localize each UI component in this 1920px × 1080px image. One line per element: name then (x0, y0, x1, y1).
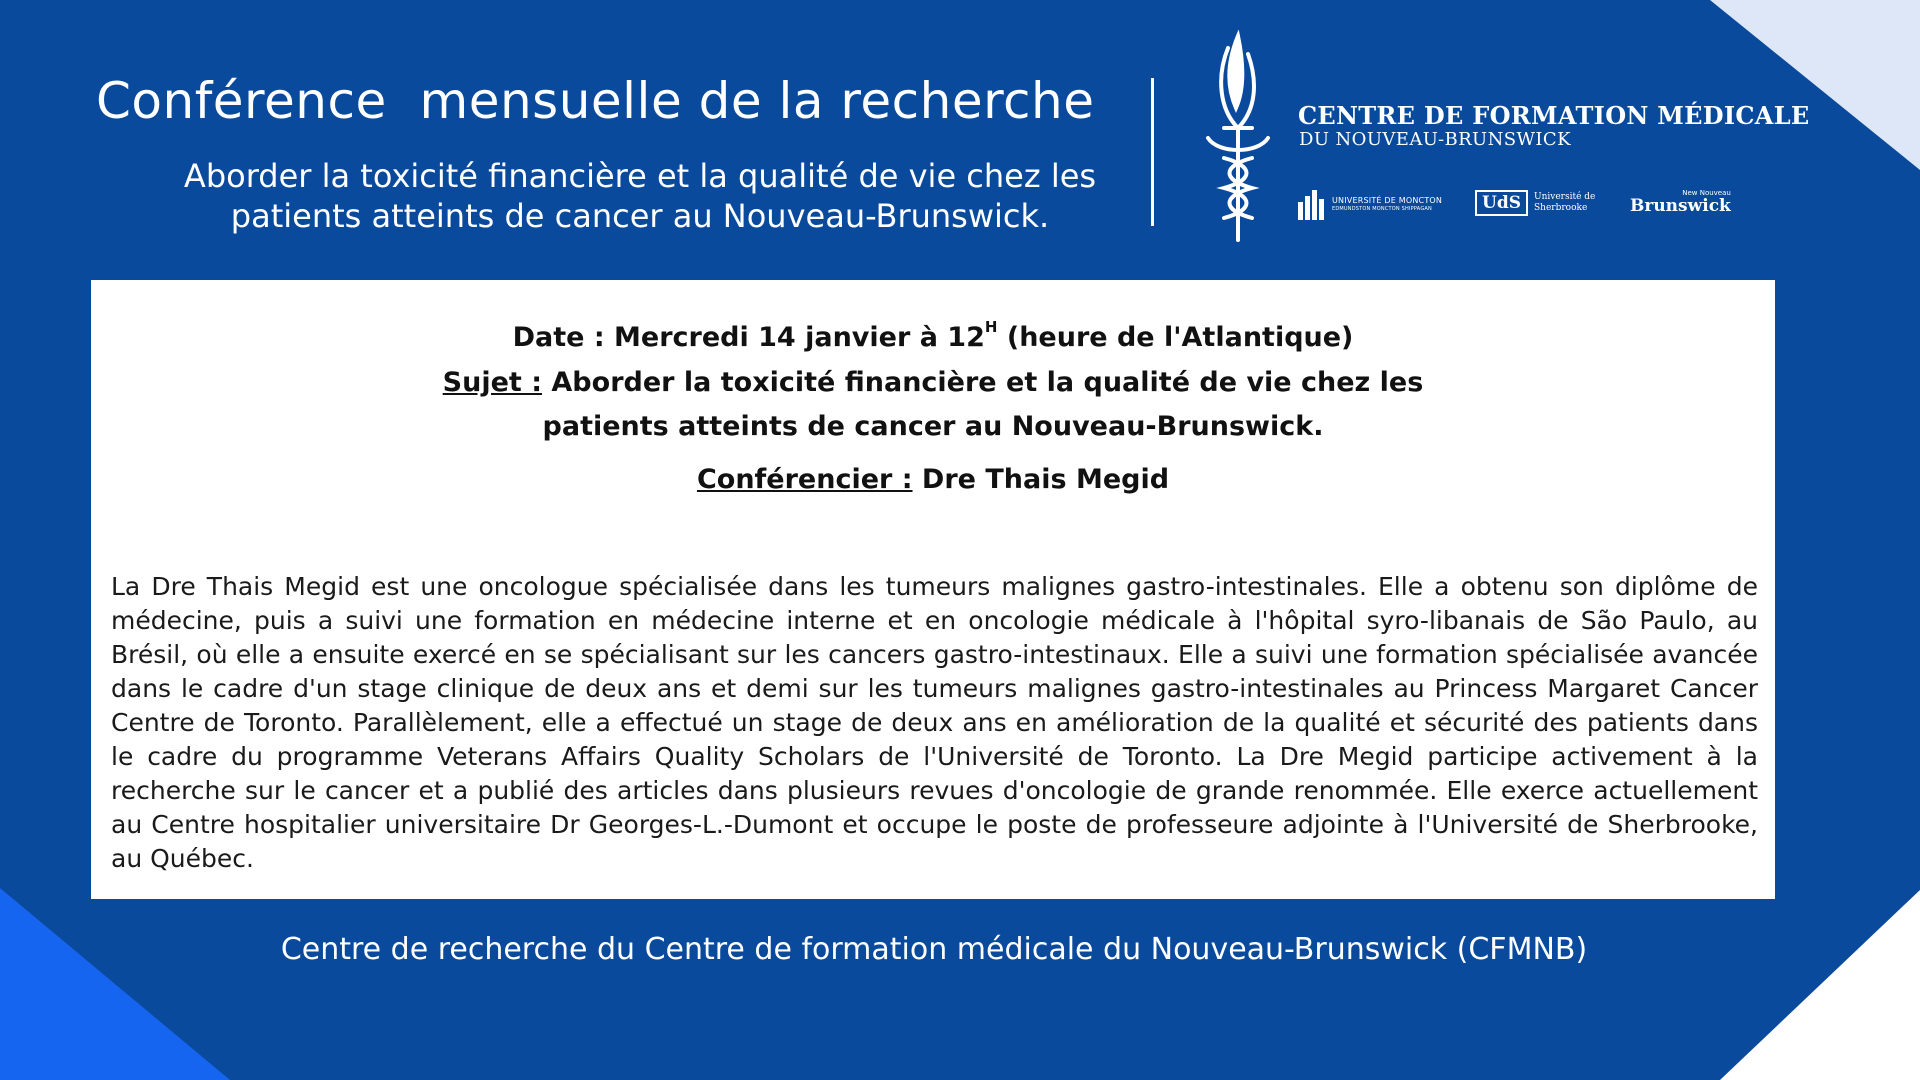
moncton-logo (1298, 190, 1442, 220)
caduceus-icon (1198, 30, 1278, 248)
event-speaker (91, 458, 1775, 502)
uds-line2: Sherbrooke (1534, 203, 1588, 213)
page-title: Conférence mensuelle de la recherche (96, 72, 1095, 130)
nb-logo (1630, 190, 1731, 216)
header-divider (1151, 78, 1154, 226)
footer-text: Centre de recherche du Centre de formation médicale du Nouveau-Brunswick (CFMNB) (280, 932, 1588, 967)
moncton-mark-icon (1298, 190, 1326, 220)
subject-text: Aborder la toxicité financière et la qualité de vie chez les patients atteints de cancer au Nouveau-Brunswick. (542, 367, 1424, 442)
subject-label: Sujet : (442, 367, 543, 398)
page-subtitle: Aborder la toxicité financière et la qualité de vie chez les patients atteints de cancer au Nouveau-Brunswick. (183, 157, 1097, 235)
org-name: CENTRE DE FORMATION MÉDICALE (1298, 101, 1810, 130)
decorative-corner-top-right (1710, 0, 1920, 170)
moncton-name: UNIVERSITÉ DE MONCTON (1332, 196, 1443, 205)
uds-mark: UdS (1475, 190, 1528, 216)
nb-top: New Nouveau (1682, 189, 1731, 197)
decorative-corner-bottom-right (1720, 890, 1920, 1080)
event-date-timezone: (heure de l'Atlantique) (997, 322, 1354, 353)
speaker-bio: La Dre Thais Megid est une oncologue spécialisée dans les tumeurs malignes gastro-intestinales. Elle a obtenu son diplôme de médecine, puis a suivi une formation en médecine interne et en oncologie médicale à l'hôpital syro-libanais de São Paulo, au Brésil, où elle a ensuite exercé en se spécialisant sur les cancers gastro-intestinaux. Elle a suivi une formation spécialisée avancée dans le cadre d'un stage clinique de deux ans et demi sur les tumeurs malignes gastro-intestinales au Princess Margaret Cancer Centre de Toronto. Parallèlement, elle a effectué un stage de deux ans en amélioration de la qualité et sécurité des patients dans le cadre du programme Veterans Affairs Quality Scholars de l'Université de Toronto. La Dre Megid participe activement à la recherche sur le cancer et a publié des articles dans plusieurs revues d'oncologie de grande renommée. Elle exerce actuellement au Centre hospitalier universitaire Dr Georges-L.-Dumont et occupe le poste de professeure adjointe à l'Université de Sherbrooke, au Québec. (111, 572, 1758, 873)
event-date-sup: H (984, 318, 998, 336)
org-subname: DU NOUVEAU-BRUNSWICK (1299, 129, 1571, 150)
uds-line1: Université de (1534, 192, 1596, 202)
decorative-corner-bottom-left (0, 888, 230, 1080)
uds-logo (1475, 190, 1595, 216)
speaker-name: Dre Thais Megid (912, 464, 1170, 495)
event-date-text: Date : Mercredi 14 janvier à 12 (512, 322, 985, 353)
speaker-label: Conférencier : (696, 464, 913, 495)
event-card (91, 280, 1775, 899)
moncton-campuses: EDMUNDSTON MONCTON SHIPPAGAN (1332, 206, 1432, 212)
event-date (91, 316, 1775, 360)
nb-name: Brunswick (1630, 196, 1731, 216)
event-subject (91, 361, 1775, 449)
